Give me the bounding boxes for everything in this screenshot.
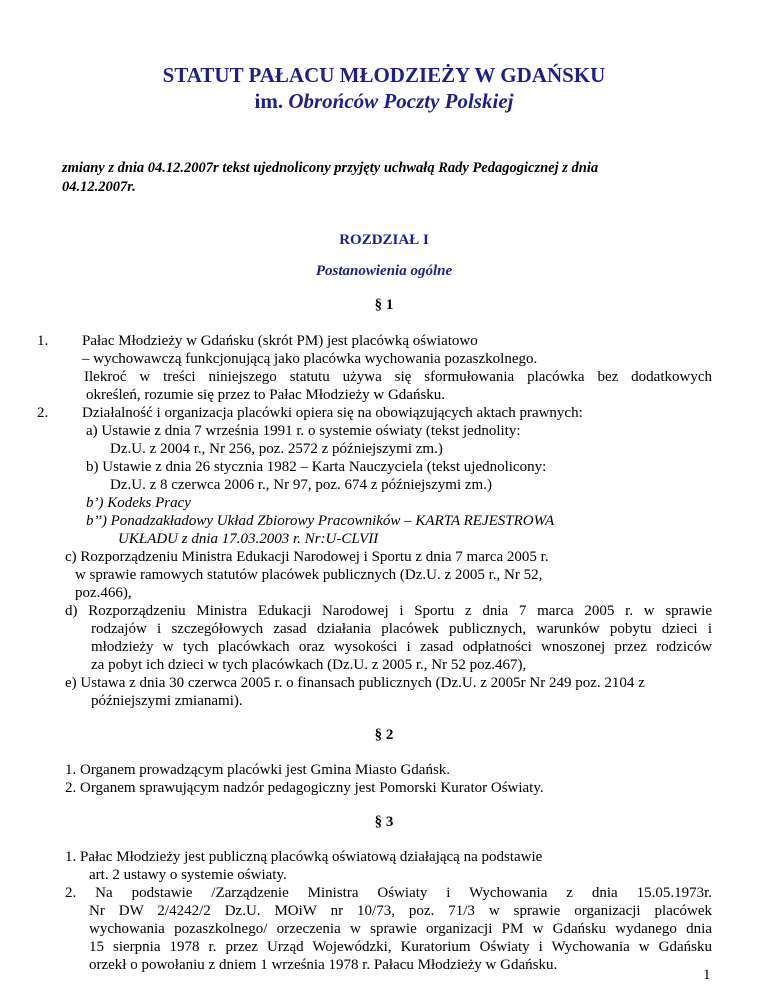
- legal-act-line: rodzajów i szczegółowych zasad działania placówek publicznych, warunków pobytu dzieci i: [91, 621, 712, 637]
- document-title: STATUT PAŁACU MŁODZIEŻY W GDAŃSKU: [162, 63, 606, 87]
- list-item-line: – wychowawczą funkcjonującą jako placówka wychowania pozaszkolnego.: [82, 351, 538, 367]
- list-item-line: 1. Pałac Młodzieży jest publiczną placówką oświatową działającą na podstawie: [65, 849, 543, 865]
- legal-act-line: b’’) Ponadzakładowy Układ Zbiorowy Pracowników – KARTA REJESTROWA: [86, 513, 555, 529]
- section-heading: § 2: [374, 727, 394, 743]
- list-item-line: 2. Organem sprawującym nadzór pedagogiczny jest Pomorski Kurator Oświaty.: [65, 780, 544, 796]
- legal-act-line: c) Rozporządzeniu Ministra Edukacji Narodowej i Sportu z dnia 7 marca 2005 r.: [65, 549, 549, 565]
- list-item-line: wychowania pozaszkolnego/ orzeczenia w sprawie organizacji PM w Gdańsku wydanego dnia: [89, 921, 712, 937]
- legal-act-line: d) Rozporządzeniu Ministra Edukacji Narodowej i Sportu z dnia 7 marca 2005 r. w sprawie: [65, 603, 712, 619]
- list-item-line: 2. Na podstawie /Zarządzenie Ministra Oświaty i Wychowania z dnia 15.05.1973r.: [65, 885, 712, 901]
- legal-act-line: UKŁADU z dnia 17.03.2003 r. Nr:U-CLVII: [118, 531, 379, 547]
- list-item-line: Ilekroć w treści niniejszego statutu używa się sformułowania placówka bez dodatkowych: [84, 369, 712, 385]
- document-subtitle: [0, 88, 768, 114]
- chapter-heading: ROZDZIAŁ I: [339, 232, 429, 248]
- legal-act-line: za pobyt ich dzieci w tych placówkach (Dz.U. z 2005 r., Nr 52 poz.467),: [91, 657, 527, 673]
- list-item-line: Działalność i organizacja placówki opiera się na obowiązujących aktach prawnych:: [82, 405, 583, 421]
- list-marker: 2.: [37, 405, 49, 421]
- subtitle-prefix: im.: [254, 89, 289, 113]
- legal-act-line: b) Ustawie z dnia 26 stycznia 1982 – Karta Nauczyciela (tekst ujednolicony:: [86, 459, 547, 475]
- list-item-line: 15 sierpnia 1978 r. przez Urząd Wojewódzki, Kuratorium Oświaty i Wychowania w Gdańsku: [89, 939, 712, 955]
- legal-act-line: Dz.U. z 2004 r., Nr 256, poz. 2572 z późniejszymi zm.): [110, 441, 443, 457]
- list-item-line: 1. Organem prowadzącym placówki jest Gmina Miasto Gdańsk.: [65, 762, 451, 778]
- section-heading: § 3: [374, 814, 394, 830]
- legal-act-line: a) Ustawie z dnia 7 września 1991 r. o systemie oświaty (tekst jednolity:: [86, 423, 521, 439]
- subtitle-patron: Obrońców Poczty Polskiej: [288, 89, 514, 113]
- section-heading: § 1: [374, 297, 394, 313]
- legal-act-line: późniejszymi zmianami).: [91, 693, 243, 709]
- amendment-note-line: 04.12.2007r.: [62, 179, 136, 195]
- legal-act-line: w sprawie ramowych statutów placówek publicznych (Dz.U. z 2005 r., Nr 52,: [75, 567, 543, 583]
- list-item-line: orzekł o powołaniu z dniem 1 września 1978 r. Pałacu Młodzieży w Gdańsku.: [89, 957, 558, 973]
- page-number: 1: [703, 967, 711, 983]
- legal-act-line: poz.466),: [75, 585, 132, 601]
- list-marker: 1.: [37, 333, 49, 349]
- amendment-note-line: zmiany z dnia 04.12.2007r tekst ujednolicony przyjęty uchwałą Rady Pedagogicznej z dnia: [62, 160, 599, 176]
- list-item-line: Nr DW 2/4242/2 Dz.U. MOiW nr 10/73, poz. 71/3 w sprawie organizacji placówek: [89, 903, 712, 919]
- legal-act-line: e) Ustawa z dnia 30 czerwca 2005 r. o finansach publicznych (Dz.U. z 2005r Nr 249 poz. 2104 z: [65, 675, 645, 691]
- list-item-line: określeń, rozumie się przez to Pałac Młodzieży w Gdańsku.: [86, 387, 446, 403]
- legal-act-line: młodzieży w tych placówkach oraz wysokości i zasad odpłatności wnoszonej przez rodziców: [91, 639, 712, 655]
- chapter-subtitle: Postanowienia ogólne: [315, 263, 453, 279]
- legal-act-line: Dz.U. z 8 czerwca 2006 r., Nr 97, poz. 674 z późniejszymi zm.): [110, 477, 492, 493]
- list-item-line: art. 2 ustawy o systemie oświaty.: [89, 867, 287, 883]
- list-item-line: Pałac Młodzieży w Gdańsku (skrót PM) jest placówką oświatowo: [82, 333, 478, 349]
- legal-act-line: b’) Kodeks Pracy: [86, 495, 191, 511]
